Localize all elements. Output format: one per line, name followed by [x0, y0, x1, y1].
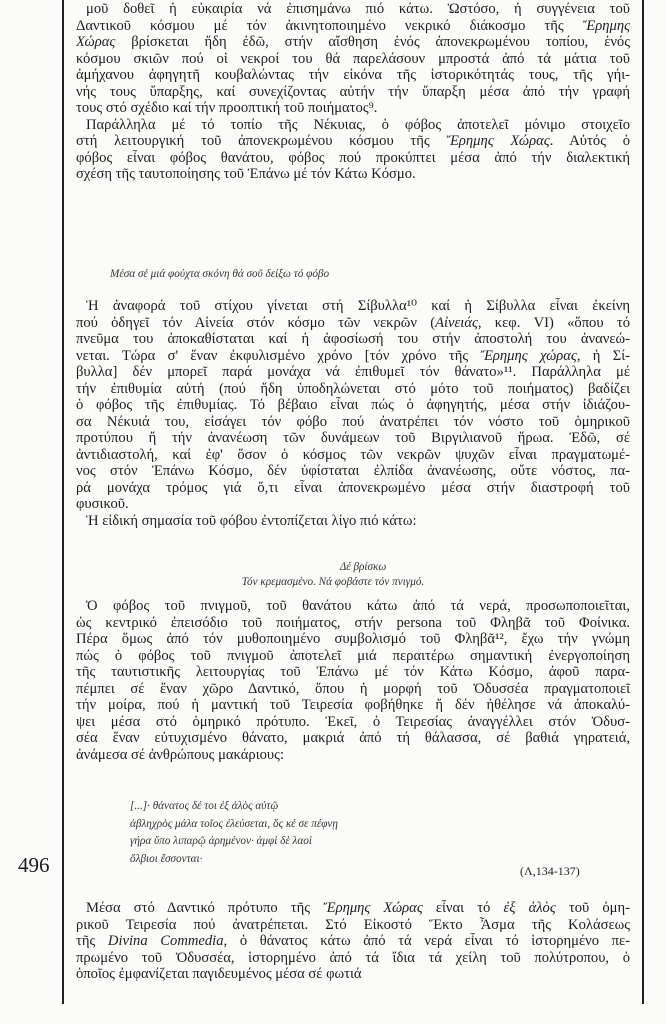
text-line — [76, 133, 630, 150]
text-run: πνεῦμα του ἀποκαθίσταται καί ἡ ἀφοσίωσή του στήν ἀποστολή του ἀνανεώ- — [76, 331, 630, 347]
text-run: , ἡ Σί- — [576, 347, 630, 364]
text-line — [76, 34, 630, 51]
text-run: ὁποῖος ἐμφανίζεται παγιδευμένος μέσα σέ φωτιά — [76, 966, 362, 982]
page-number: 496 — [18, 853, 50, 877]
italic-text: Αἰνειάς — [435, 314, 478, 331]
text-run: πού ὁδηγεῖ τόν Αἰνεία στόν κόσμο τῶν νεκρῶν ( — [76, 314, 436, 331]
text-line — [76, 917, 630, 934]
text-run: σχέση τῆς ταυτοποίησης τοῦ Ἐπάνω μέ τόν Κάτω Κόσμο. — [76, 166, 416, 182]
text-line — [76, 681, 630, 698]
italic-text: Divina Commedia — [107, 933, 224, 949]
paragraph — [76, 298, 630, 513]
text-run: Ὁ φόβος τοῦ πνιγμοῦ, τοῦ θανάτου κάτω ἀπό τά νερά, προσωποποιεῖται, — [86, 598, 630, 614]
text-run: εἶναι τό — [422, 900, 504, 916]
text-line — [76, 747, 630, 764]
text-line — [76, 496, 630, 513]
text-line — [76, 950, 630, 967]
text-line — [76, 150, 630, 167]
verse-line: [...]· θάνατος δέ τοι ἐξ ἁλὸς αὐτῷ — [130, 800, 279, 812]
italic-text: Ἔρημης Χώρας — [446, 133, 550, 149]
paragraph — [76, 900, 630, 983]
text-line — [76, 714, 630, 731]
text-run: σέα ἕναν εὐτυχισμένο θάνατο, μακριά ἀπό τή θάλασσα, σέ βαθιά γηρατειά, — [76, 730, 630, 746]
text-run: βυλλα] δέν μπορεῖ παρά μονάχα νά ἐπιθυμεῖ τόν θάνατο»¹¹. Παράλληλα μέ — [76, 364, 630, 380]
text-line — [76, 615, 630, 632]
text-run: ὡς κεντρικό ἐπεισόδιο τοῦ ποιήματος, στήν persona τοῦ Φληβᾶ τοῦ Φοίνικα. — [76, 614, 630, 631]
right-margin-rule — [642, 0, 644, 1004]
text-line — [76, 348, 630, 365]
text-line — [76, 966, 630, 983]
text-run: φόβος εἶναι φόβος θανάτου, φόβος πού προκύπτει μέσα ἀπό τήν διαλεκτική — [76, 149, 630, 166]
left-margin-rule — [62, 0, 64, 1004]
text-run: σα Νέκυιά του, εἰσάγει τόν φόβο πού ἀνατρέπει τόν νόστο τοῦ ὁμηρικοῦ — [76, 413, 630, 430]
paragraph — [76, 598, 630, 763]
text-run: πρωμένο τοῦ Ὀδυσσέα, ἱστορημένο ἀπό τά ἴδια τά χείλη τοῦ πολύτροπου, ὁ — [76, 949, 630, 966]
text-run: Μέσα στό Δαντικό πρότυπο τῆς — [86, 900, 324, 916]
paragraph — [76, 1, 630, 117]
text-block-lower — [76, 598, 630, 763]
italic-text: ἐξ ἁλὸς — [503, 900, 556, 916]
text-line — [76, 51, 630, 68]
text-run: ἀντιδιαστολή, καί ἐφ' ὅσον ὁ κόσμος τῶν νεκρῶν ψυχῶν εἶναι πραγματωμέ- — [76, 446, 630, 463]
text-line — [76, 117, 630, 134]
motto-verse: Μέσα σέ μιά φούχτα σκόνη θά σοῦ δείξω τό φόβο — [110, 268, 330, 280]
italic-text: Χώρας — [76, 34, 116, 50]
text-line — [76, 331, 630, 348]
text-run: ἀμήχανου ἀφηγητῆ κουβαλώντας τήν εἰκόνα τῆς ἱστορικότητάς τους, τῆς γήι- — [76, 67, 630, 83]
text-line — [76, 513, 630, 530]
italic-text: Ἔρημης — [582, 17, 630, 34]
text-run: τήν ἐπιθυμία αὐτή (πού ἤδη ὑποδηλώνεται στό μότο τοῦ ποιήματος) βαδίζει — [76, 380, 630, 397]
text-run: ρικοῦ Τειρεσία πού ἀνατρέπεται. Στό Εἰκοστό Ἕκτο Ἆσμα τῆς Κολάσεως — [76, 916, 630, 933]
text-line — [76, 100, 630, 117]
text-line — [76, 648, 630, 665]
text-line — [76, 933, 630, 950]
verse-line: ἀβληχρὸς μάλα τοῖος ἐλεύσεται, ὅς κέ σε πέφνῃ — [130, 817, 338, 830]
italic-text: Ἔρημης Χώρας — [323, 900, 423, 916]
text-run: τοῦ ὁμη- — [555, 900, 630, 916]
text-run: τους στό σχέδιο καί τήν προοπτική τοῦ ποιήματος⁹. — [76, 100, 378, 116]
text-run: κόσμου σκιῶν πού οἱ νεκροί του θά παρελάσουν μπροστά ἀπό τά μάτια τοῦ — [76, 50, 630, 67]
text-line — [76, 480, 630, 497]
italic-text: Ἔρημης χώρας — [480, 347, 577, 364]
text-run: ὁ φόβος τῆς ἐπιθυμίας. Τό βέβαιο εἶναι πώς ὁ ἀφηγητής, μέσα στήν ἰδιάζου- — [76, 397, 630, 413]
verse-line: γήρα ὕπο λιπαρῷ ἀρημένον· ἀμφὶ δὲ λαοὶ — [130, 835, 312, 847]
text-line — [76, 664, 630, 681]
verse-quote-homer — [130, 798, 338, 868]
text-run: ἀνάμεσα σέ ἀνθρώπους μακάριους: — [76, 746, 284, 763]
text-line — [76, 18, 630, 35]
verse-line: ὄλβιοι ἔσσονται· — [130, 852, 203, 865]
text-line — [76, 397, 630, 414]
text-block-end — [76, 900, 630, 983]
verse-line: Δέ βρίσκω — [339, 561, 387, 573]
text-run: νος στόν Ἐπάνω Κόσμο, δέν ὑφίσταται ἐλπίδα ἀνανέωσης, οὔτε νόστος, πα- — [76, 463, 630, 479]
text-run: στή λειτουργική τοῦ ἀπονεκρωμένου κόσμου τῆς — [76, 133, 447, 149]
text-line — [76, 414, 630, 431]
text-run: μοῦ δοθεῖ ἡ εὐκαιρία νά ἐπισημάνω πιό κάτω. Ὡστόσο, ἡ συγγένεια τοῦ — [86, 1, 630, 17]
text-run: Ἡ ἀναφορά τοῦ στίχου γίνεται στή Σίβυλλα¹⁰ καί ἡ Σίβυλλα εἶναι ἐκείνη — [86, 298, 630, 314]
text-line — [76, 463, 630, 480]
text-line — [76, 84, 630, 101]
text-block-top — [76, 1, 630, 183]
text-line — [76, 430, 630, 447]
text-run: Δαντικοῦ κόσμου μέ τόν ἀκινητοποιημένο νεκρικό διάκοσμο τῆς — [76, 17, 583, 34]
text-run: ψει μέσα στό ὁμηρικό πρότυπο. Ἐκεῖ, ὁ Τειρεσίας ἀναγγέλλει στόν Ὀδυσ- — [76, 713, 630, 730]
text-line — [76, 730, 630, 747]
text-run: τήν μοίρα, πού ἡ μαντική τοῦ Τειρεσία φοβήθηκε ἤ δέν ἠθέλησε νά ἀποκαλύ- — [76, 697, 630, 713]
text-run: Παράλληλα μέ τό τοπίο τῆς Νέκυιας, ὁ φόβος ἀποτελεῖ μόνιμο στοιχεῖο — [86, 116, 630, 133]
text-run: πώς ὁ φόβος τοῦ πνιγμοῦ ἀποτελεῖ μιά περαιτέρω σημαντική ἐνεργοποίηση — [76, 647, 630, 664]
text-run: τῆς ταυτιστικῆς λειτουργίας τοῦ Ἐπάνω μέ τόν Κάτω Κόσμο, ἀφοῦ παρα- — [76, 664, 630, 680]
text-run: πέμπει σέ ἕναν χῶρο Δαντικό, ὅπου ἡ μορφή τοῦ Ὀδυσσέα πραγματοποιεῖ — [76, 680, 630, 697]
text-run: νής τους ὕπαρξης, καί συνεχίζοντας αὐτήν τήν ὕπαρξη μέσα ἀπό τήν γραφή — [76, 83, 630, 100]
text-run: φυσικοῦ. — [76, 496, 129, 512]
text-line — [76, 364, 630, 381]
text-line — [76, 631, 630, 648]
text-line — [76, 315, 630, 332]
verse-quote-1 — [0, 559, 666, 590]
text-run: τῆς — [76, 933, 108, 949]
paragraph — [76, 513, 630, 530]
text-run: , ὁ θάνατος κάτω ἀπό τά νερά εἶναι τό ἱστορημένο πε- — [223, 933, 630, 949]
text-line — [76, 697, 630, 714]
text-line — [76, 1, 630, 18]
verse-reference: (Λ,134-137) — [520, 864, 580, 878]
text-run: Πέρα ὅμως ἀπό τόν μυθοποιημένο συμβολισμό τοῦ Φληβᾶ¹², ἔχω τήν γνώμη — [76, 631, 630, 647]
text-line — [76, 447, 630, 464]
text-run: νεται. Τώρα σ' ἕναν ἐκφυλισμένο χρόνο [τόν χρόνο τῆς — [76, 347, 481, 364]
paragraph — [76, 117, 630, 183]
verse-line: Τόν κρεμασμένο. Νά φοβάστε τόν πνιγμό. — [241, 576, 425, 588]
text-line — [76, 298, 630, 315]
text-run: προτύπου ἤ τήν ἀνανέωση τῶν δυνάμεων τοῦ Βιργιλιανοῦ ἥρωα. Ἐδῶ, σέ — [76, 430, 630, 446]
text-run: βρίσκεται ἤδη ἐδῶ, στήν αἴσθηση ἑνός ἀπονεκρωμένου τοπίου, ἑνός — [115, 34, 630, 50]
text-run: ρά μονάχα τρόμος γιά ὅ,τι εἶναι ἀπονεκρωμένο μέσα στήν διαστροφή τοῦ — [76, 479, 630, 496]
text-run: , κεφ. VI) «ὅπου τό — [477, 314, 630, 331]
text-run: Ἡ εἰδική σημασία τοῦ φόβου ἐντοπίζεται λίγο πιό κάτω: — [86, 512, 417, 529]
text-block-middle — [76, 298, 630, 529]
text-line — [76, 67, 630, 84]
text-line — [76, 381, 630, 398]
text-line — [76, 166, 630, 183]
text-run: . Αὐτός ὁ — [549, 133, 630, 149]
text-line — [76, 900, 630, 917]
text-line — [76, 598, 630, 615]
